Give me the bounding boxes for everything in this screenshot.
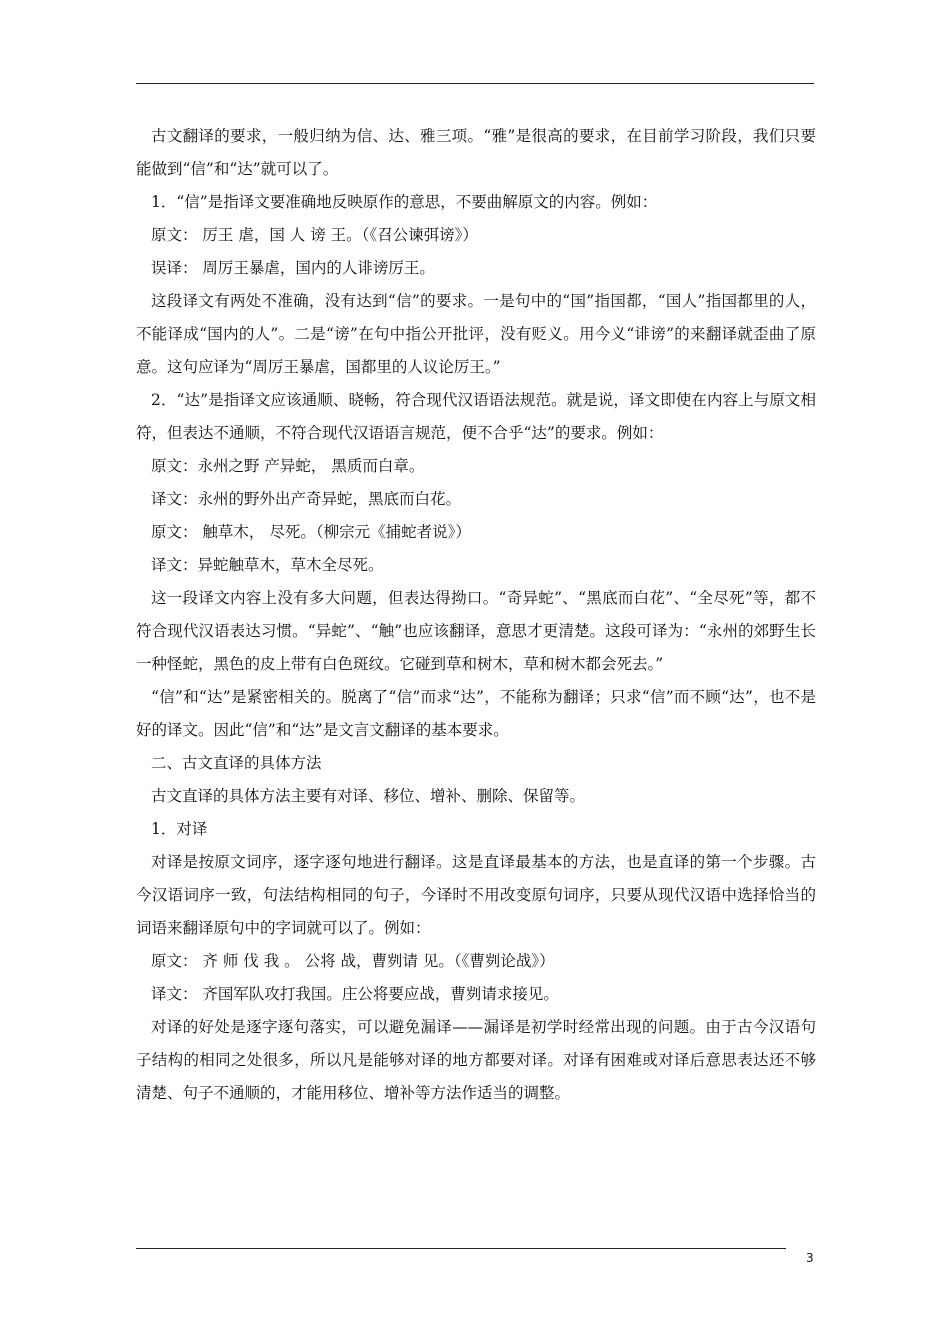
example-translation-3: 译文：异蛇触草木，草木全尽死。 [151, 556, 384, 574]
paragraph-da-analysis: 这一段译文内容上没有多大问题，但表达得拗口。“奇异蛇”、“黑底而白花”、“全尽死”等，都不符合现代汉语表达习惯。“异蛇”、“触”也应该翻译，意思才更清楚。这段可译为：“永州的郊野生长一种怪蛇，黑色的皮上带有白色斑纹。它碰到草和树木，草和树木都会死去。” [136, 589, 816, 673]
example-original-3: 原文： 触草木， 尽死。（柳宗元《捕蛇者说》） [151, 523, 471, 541]
example-translation-4: 译文： 齐国军队攻打我国。庄公将要应战，曹刿请求接见。 [151, 985, 559, 1003]
example-original-1: 原文： 厉王 虐，国 人 谤 王。（《召公谏弭谤》） [151, 226, 478, 244]
example-original-2: 原文：永州之野 产异蛇， 黑质而白章。 [151, 457, 425, 475]
document-body [136, 120, 816, 1110]
paragraph-da-definition: 2．“达”是指译文应该通顺、晓畅，符合现代汉语语法规范。就是说，译文即使在内容上与原文相符，但表达不通顺，不符合现代汉语语言规范，便不合乎“达”的要求。例如： [136, 391, 816, 442]
page-number: 3 [806, 1251, 814, 1265]
paragraph-methods-overview: 古文直译的具体方法主要有对译、移位、增补、删除、保留等。 [151, 787, 586, 805]
subheading-duiyi: 1．对译 [151, 820, 208, 838]
header-rule [136, 83, 814, 84]
paragraph-translation-requirements: 古文翻译的要求，一般归纳为信、达、雅三项。“雅”是很高的要求，在目前学习阶段，我们只要能做到“信”和“达”就可以了。 [136, 127, 816, 178]
paragraph-duiyi-definition: 对译是按原文词序，逐字逐句地进行翻译。这是直译最基本的方法，也是直译的第一个步骤。古今汉语词序一致，句法结构相同的句子，今译时不用改变原句词序，只要从现代汉语中选择恰当的词语来翻译原句中的字词就可以了。例如： [136, 853, 816, 937]
example-original-4: 原文： 齐 师 伐 我 。 公将 战，曹刿请 见。（《曹刿论战》） [151, 952, 555, 970]
paragraph-xin-da-relation: “信”和“达”是紧密相关的。脱离了“信”而求“达”，不能称为翻译；只求“信”而不顾“达”，也不是好的译文。因此“信”和“达”是文言文翻译的基本要求。 [136, 688, 816, 739]
section-heading-methods: 二、古文直译的具体方法 [151, 754, 322, 772]
paragraph-xin-definition: 1．“信”是指译文要准确地反映原作的意思，不要曲解原文的内容。例如： [151, 193, 658, 211]
paragraph-duiyi-benefit: 对译的好处是逐字逐句落实，可以避免漏译——漏译是初学时经常出现的问题。由于古今汉语句子结构的相同之处很多，所以凡是能够对译的地方都要对译。对译有困难或对译后意思表达还不够清楚、句子不通顺的，才能用移位、增补等方法作适当的调整。 [136, 1018, 816, 1102]
paragraph-xin-analysis: 这段译文有两处不准确，没有达到“信”的要求。一是句中的“国”指国都，“国人”指国都里的人，不能译成“国内的人”。二是“谤”在句中指公开批评，没有贬义。用今义“诽谤”的来翻译就歪曲了原意。这句应译为“周厉王暴虐，国都里的人议论厉王。” [136, 292, 816, 376]
footer-rule [136, 1248, 786, 1249]
example-translation-2: 译文：永州的野外出产奇异蛇，黑底而白花。 [151, 490, 462, 508]
example-mistranslation-1: 误译： 周厉王暴虐，国内的人诽谤厉王。 [151, 259, 435, 277]
